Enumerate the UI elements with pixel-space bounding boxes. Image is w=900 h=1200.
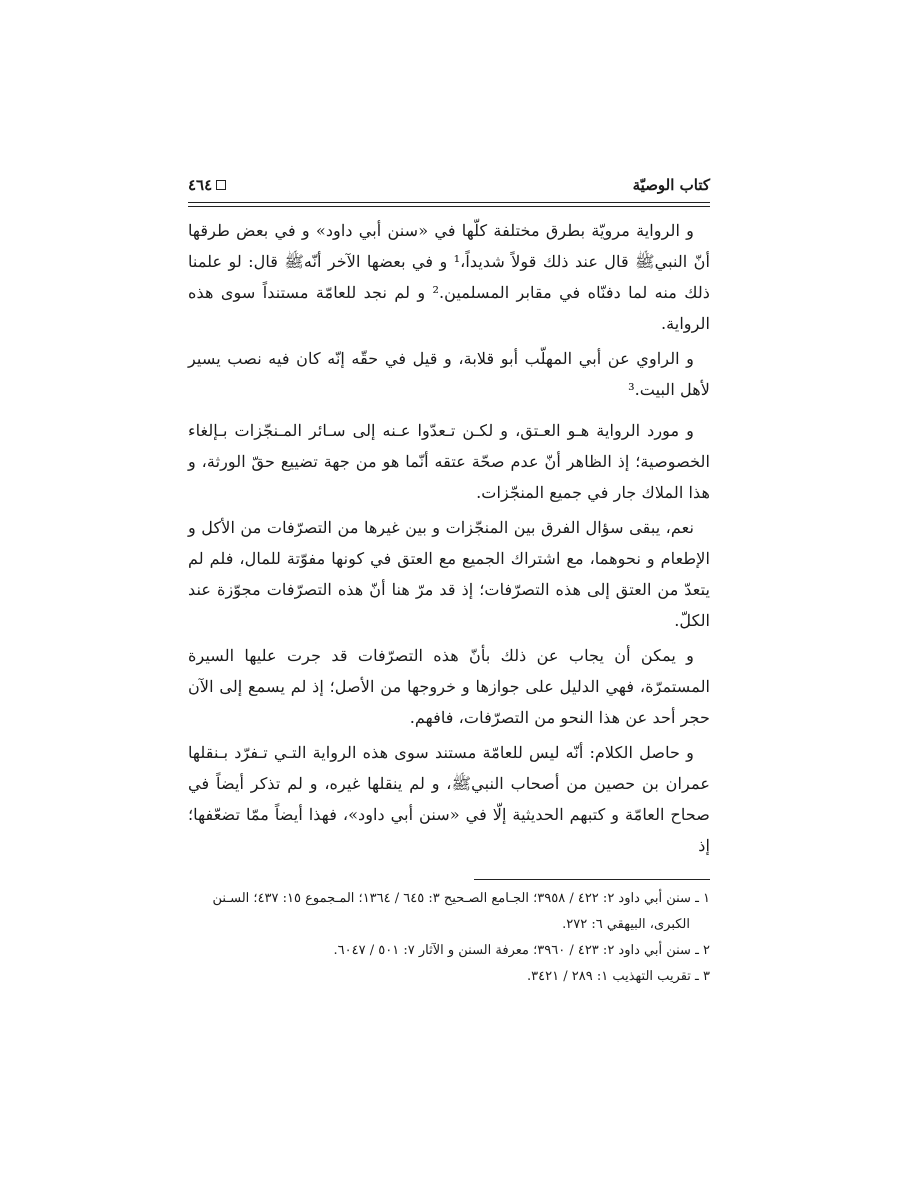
- book-page: [188, 168, 710, 990]
- paragraph-5: و يمكن أن يجاب عن ذلك بأنّ هذه التصرّفات قد جرت عليها السيرة المستمرّة، فهي الدليل على جوازها و خروجها من الأصل؛ إذ لم يسمع إلى الآن حجر أحد عن هذا النحو من التصرّفات، فافهم.: [188, 646, 710, 727]
- footnotes: [188, 886, 710, 990]
- running-header: [188, 168, 710, 202]
- footnote-3: ٣ ـ تقريب التهذيب ١: ٢٨٩ / ٣٤٢١.: [527, 969, 710, 984]
- header-rule-thin: [188, 206, 710, 207]
- page-number-text: ٤٦٤: [188, 176, 213, 194]
- footnote-separator: [474, 879, 710, 880]
- paragraph-6: و حاصل الكلام: أنّه ليس للعامّة مستند سوى هذه الرواية التـي تـفرّد بـنقلها عمران بن حصين من أصحاب النبيﷺ، و لم ينقلها غيره، و لم تذكر أيضاً في صحاح العامّة و كتبهم الحديثية إلّا في «سنن أبي داود»، فهذا أيضاً ممّا تضعّفها؛ إذ: [188, 743, 710, 855]
- footnote-1-continued: الكبرى، البيهقي ٦: ٢٧٢.: [562, 917, 690, 932]
- main-text: [188, 215, 710, 861]
- book-title: كتاب الوصيّة: [632, 176, 710, 194]
- paragraph-3: و مورد الرواية هـو العـتق، و لكـن تـعدّوا عـنه إلى سـائر المـنجّزات بـإلغاء الخصوصية؛ إذ الظاهر أنّ عدم صحّة عتقه أنّما هو من جهة تضييع حقّ الورثة، و هذا الملاك جار في جميع المنجّزات.: [188, 421, 710, 502]
- paragraph-4: نعم، يبقى سؤال الفرق بين المنجّزات و بين غيرها من التصرّفات من الأكل و الإطعام و نحوهما، مع اشتراك الجميع مع العتق في كونها مفوّتة للمال، فلم لم يتعدّ من العتق إلى هذه التصرّفات؛ إذ قد مرّ هنا أنّ هذه التصرّفات مجوّزة عند الكلّ.: [188, 518, 710, 630]
- page-number: [188, 176, 226, 194]
- paragraph-2: و الراوي عن أبي المهلّب أبو قلابة، و قيل في حقّه إنّه كان فيه نصب يسير لأهل البيت.³: [188, 349, 710, 399]
- footnote-1: ١ ـ سنن أبي داود ٢: ٤٢٢ / ٣٩٥٨؛ الجـامع الصـحيح ٣: ٦٤٥ / ١٣٦٤؛ المـجموع ١٥: ٤٣٧؛ السـنن: [212, 891, 710, 906]
- header-rule-thick: [188, 202, 710, 203]
- square-icon: [216, 180, 226, 190]
- paragraph-1: و الرواية مرويّة بطرق مختلفة كلّها في «سنن أبي داود» و في بعض طرقها أنّ النبيﷺ قال عند ذلك قولاً شديداً،¹ و في بعضها الآخر أنّهﷺ قال: لو علمنا ذلك منه لما دفنّاه في مقابر المسلمين.² و لم نجد للعامّة مستنداً سوى هذه الرواية.: [188, 221, 710, 333]
- footnote-2: ٢ ـ سنن أبي داود ٢: ٤٢٣ / ٣٩٦٠؛ معرفة السنن و الآثار ٧: ٥٠١ / ٦٠٤٧.: [333, 943, 710, 958]
